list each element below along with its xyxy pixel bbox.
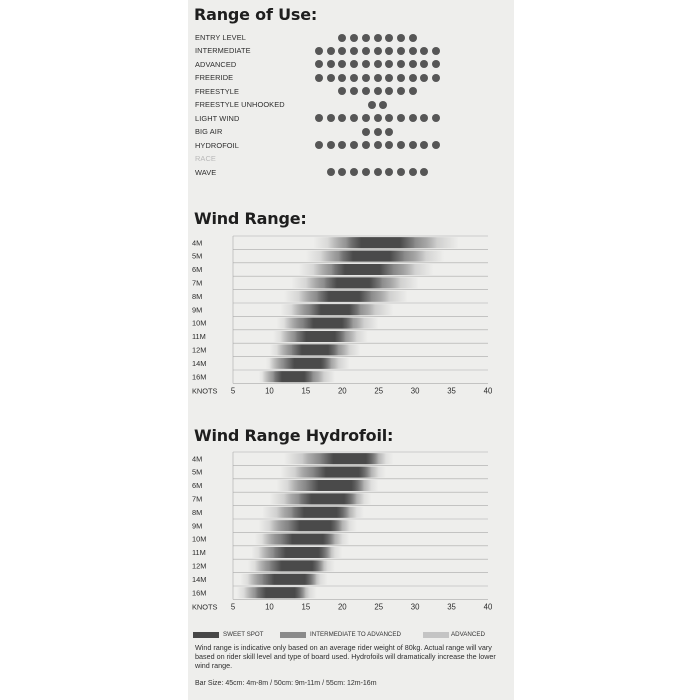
rating-dot <box>432 74 440 82</box>
rating-dot <box>362 114 370 122</box>
tick-label: 30 <box>410 386 420 396</box>
rating-dot <box>350 34 358 42</box>
bar-sweet-spot <box>310 304 361 315</box>
range-label-wave: WAVE <box>195 167 217 177</box>
tick-label: 15 <box>301 386 311 396</box>
rating-dot <box>374 74 382 82</box>
rating-dot <box>397 168 405 176</box>
category-label: 5M <box>192 251 203 261</box>
legend <box>190 631 500 641</box>
bar-sweet-spot <box>346 237 415 248</box>
category-label: 7M <box>192 494 203 504</box>
range-label-intermediate: INTERMEDIATE <box>195 46 251 56</box>
x-axis-label: KNOTS <box>192 386 218 396</box>
legend-swatch-advanced <box>423 632 449 638</box>
category-label: 8M <box>192 291 203 301</box>
tick-label: 10 <box>265 386 274 396</box>
rating-dot <box>362 128 370 136</box>
rating-dot <box>409 47 417 55</box>
range-label-big-air: BIG AIR <box>195 127 223 137</box>
wind-range-hydrofoil-title: Wind Range Hydrofoil: <box>194 426 394 445</box>
bar-sweet-spot <box>295 331 346 342</box>
bar-sweet-spot <box>280 534 335 545</box>
rating-dot <box>327 47 335 55</box>
rating-dot <box>315 47 323 55</box>
tick-label: 10 <box>265 602 274 612</box>
rating-dot <box>327 74 335 82</box>
bar-sweet-spot <box>324 277 382 288</box>
bar-sweet-spot <box>273 371 313 382</box>
rating-dot <box>362 168 370 176</box>
bar-size-note: Bar Size: 45cm: 4m-8m / 50cm: 9m-11m / 55cm: 12m-16m <box>195 680 377 687</box>
rating-dot <box>368 101 376 109</box>
range-label-light-wind: LIGHT WIND <box>195 113 240 123</box>
rating-dot <box>362 34 370 42</box>
bar-sweet-spot <box>317 291 372 302</box>
rating-dot <box>374 128 382 136</box>
bar-sweet-spot <box>262 574 317 585</box>
wind-range-hydrofoil-chart <box>188 446 508 616</box>
rating-dot <box>385 34 393 42</box>
range-label-advanced: ADVANCED <box>195 59 237 69</box>
tick-label: 35 <box>447 386 456 396</box>
range-label-freestyle: FREESTYLE <box>195 86 240 96</box>
rating-dot <box>362 141 370 149</box>
tick-label: 35 <box>447 602 456 612</box>
rating-dot <box>397 74 405 82</box>
category-label: 9M <box>192 305 203 315</box>
category-label: 4M <box>192 454 203 464</box>
rating-dot <box>397 141 405 149</box>
range-of-use-title: Range of Use: <box>194 5 318 24</box>
wind-range-chart <box>188 230 508 400</box>
rating-dot <box>374 60 382 68</box>
category-label: 14M <box>192 358 207 368</box>
tick-label: 40 <box>483 602 493 612</box>
bar-sweet-spot <box>288 520 343 531</box>
range-label-freeride: FREERIDE <box>195 73 234 83</box>
rating-dot <box>315 74 323 82</box>
range-label-race: RACE <box>195 154 216 164</box>
range-label-entry-level: ENTRY LEVEL <box>195 33 246 42</box>
rating-dot <box>409 74 417 82</box>
tick-label: 15 <box>301 602 311 612</box>
category-label: 11M <box>192 548 206 558</box>
rating-dot <box>338 34 346 42</box>
wind-range-title: Wind Range: <box>194 209 307 228</box>
rating-dot <box>327 168 335 176</box>
bar-sweet-spot <box>291 507 349 518</box>
tick-label: 5 <box>230 602 236 612</box>
category-label: 9M <box>192 521 203 531</box>
tick-label: 30 <box>410 602 420 612</box>
category-label: 8M <box>192 507 203 517</box>
bar-sweet-spot <box>284 358 331 369</box>
legend-label-advanced: ADVANCED <box>451 631 485 638</box>
category-label: 6M <box>192 481 203 491</box>
category-label: 16M <box>192 588 207 598</box>
tick-label: 20 <box>337 602 347 612</box>
rating-dot <box>362 47 370 55</box>
category-label: 7M <box>192 278 203 288</box>
bar-sweet-spot <box>306 480 364 491</box>
bar-sweet-spot <box>273 547 331 558</box>
rating-dot <box>374 114 382 122</box>
category-label: 10M <box>192 318 207 328</box>
bar-sweet-spot <box>320 453 378 464</box>
category-label: 16M <box>192 372 207 382</box>
bar-sweet-spot <box>255 587 306 598</box>
rating-dot <box>374 47 382 55</box>
rating-dot <box>409 168 417 176</box>
bar-sweet-spot <box>269 560 324 571</box>
bar-sweet-spot <box>331 264 393 275</box>
category-label: 11M <box>192 332 206 342</box>
rating-dot <box>385 128 393 136</box>
rating-dot <box>409 60 417 68</box>
rating-dot <box>327 141 335 149</box>
bar-sweet-spot <box>299 493 357 504</box>
rating-dot <box>397 34 405 42</box>
legend-label-intermediate: INTERMEDIATE TO ADVANCED <box>310 631 401 638</box>
rating-dot <box>374 34 382 42</box>
category-label: 6M <box>192 265 203 275</box>
rating-dot <box>409 141 417 149</box>
legend-swatch-sweet-spot <box>193 632 219 638</box>
disclaimer-note: Wind range is indicative only based on an average rider weight of 80kg. Actual range will vary based on rider skill level and type of board used. Hydrofoils will dramatically increase the lower wind range. <box>195 643 496 670</box>
rating-dot <box>385 74 393 82</box>
rating-dot <box>374 141 382 149</box>
bar-sweet-spot <box>291 344 338 355</box>
tick-label: 25 <box>374 386 384 396</box>
tick-label: 20 <box>337 386 347 396</box>
legend-label-sweet-spot: SWEET SPOT <box>223 631 264 638</box>
rating-dot <box>409 34 417 42</box>
category-label: 12M <box>192 345 207 355</box>
x-axis-label: KNOTS <box>192 602 218 612</box>
rating-dot <box>374 168 382 176</box>
rating-dot <box>374 87 382 95</box>
rating-dot <box>409 87 417 95</box>
rating-dot <box>350 74 358 82</box>
rating-dot <box>327 114 335 122</box>
rating-dot <box>432 47 440 55</box>
range-label-hydrofoil: HYDROFOIL <box>195 140 240 150</box>
rating-dot <box>350 47 358 55</box>
category-label: 10M <box>192 534 207 544</box>
rating-dot <box>409 114 417 122</box>
category-label: 5M <box>192 467 203 477</box>
category-label: 4M <box>192 238 203 248</box>
tick-label: 40 <box>483 386 493 396</box>
bar-sweet-spot <box>302 318 353 329</box>
bar-sweet-spot <box>313 467 371 478</box>
bar-sweet-spot <box>339 251 405 262</box>
tick-label: 5 <box>230 386 236 396</box>
rating-dot <box>397 47 405 55</box>
legend-swatch-intermediate <box>280 632 306 638</box>
tick-label: 25 <box>374 602 384 612</box>
category-label: 14M <box>192 574 207 584</box>
category-label: 12M <box>192 561 207 571</box>
rating-dot <box>362 74 370 82</box>
range-label-freestyle-unhooked: FREESTYLE UNHOOKED <box>195 100 285 110</box>
